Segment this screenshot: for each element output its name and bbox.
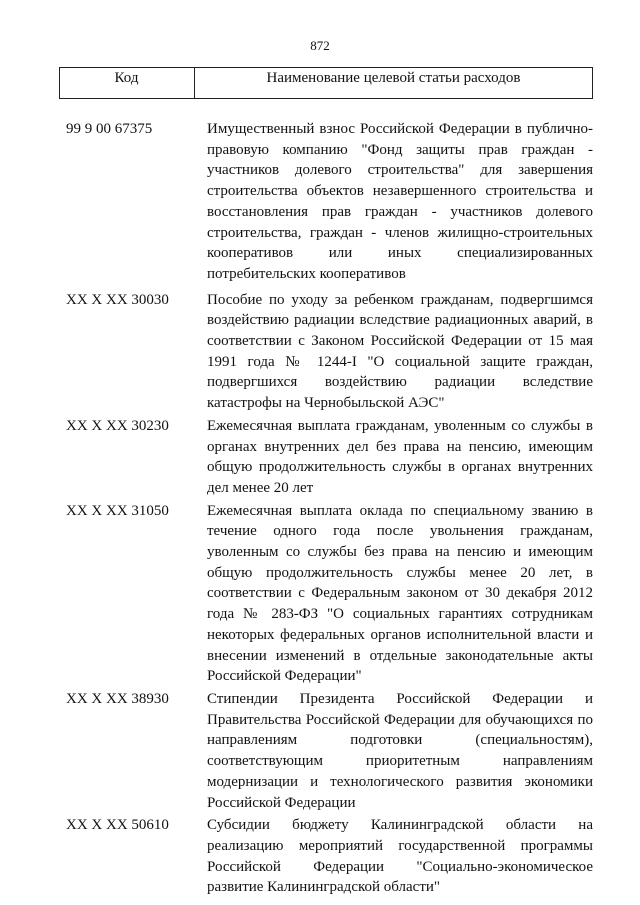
table-body — [59, 119, 593, 898]
row-code: 99 9 00 67375 — [66, 121, 153, 137]
header-name: Наименование целевой статьи расходов — [266, 70, 521, 86]
page-number: 872 — [310, 38, 330, 53]
table-row — [59, 119, 593, 285]
row-code: XX X XX 50610 — [66, 817, 169, 834]
table-row — [59, 416, 593, 499]
row-description: Субсидии бюджету Калининградской области на реализацию мероприятий государственной программы Российской Федерации "Социально-экономическое развитие Калининградской области" — [207, 817, 593, 896]
row-description: Ежемесячная выплата гражданам, уволенным со службы в органах внутренних дел без права на пенсию, имеющим общую продолжительность службы в органах внутренних дел менее 20 лет — [207, 417, 593, 496]
row-code: XX X XX 30230 — [66, 417, 169, 434]
row-description: Ежемесячная выплата оклада по специальному званию в течение одного года после увольнения гражданам, уволенным со службы без права на пенсию и имеющим общую продолжительность службы менее 20 лет, в соответствии с Федеральным законом от 30 декабря 2012 года № 283-ФЗ "О социальных гарантиях сотрудникам некоторых федеральных органов исполнительной власти и внесении изменений в отдельные законодательные акты Российской Федерации" — [207, 502, 593, 685]
row-code: XX X XX 38930 — [66, 690, 169, 707]
table-header — [59, 67, 593, 99]
row-description: Пособие по уходу за ребенком гражданам, подвергшимся воздействию радиации вследствие радиационных аварий, в соответствии с Законом Российской Федерации от 15 мая 1991 года № 1244-I "О социальной защите граждан, подвергшихся воздействию радиации вследствие катастрофы на Чернобыльской АЭС" — [207, 291, 593, 412]
table-row — [59, 689, 593, 813]
table-row — [59, 815, 593, 898]
table-row — [59, 501, 593, 687]
row-description: Стипендии Президента Российской Федерации и Правительства Российской Федерации для обучающихся по направлениям подготовки (специальностям), соответствующим приоритетным направлениям модернизации и технологического развития экономики Российской Федерации — [207, 690, 593, 811]
row-code: XX X XX 30030 — [66, 291, 169, 308]
header-code: Код — [114, 70, 139, 86]
row-description: Имущественный взнос Российской Федерации в публично-правовую компанию "Фонд защиты прав граждан - участников долевого строительства" для завершения строительства объектов незавершенного строительства и восстановления прав граждан - участников долевого строительства, граждан - членов жилищно-строительных кооперативов или иных специализированных потребительских кооперативов — [207, 121, 593, 282]
table-row — [59, 290, 593, 414]
row-code: XX X XX 31050 — [66, 502, 169, 519]
